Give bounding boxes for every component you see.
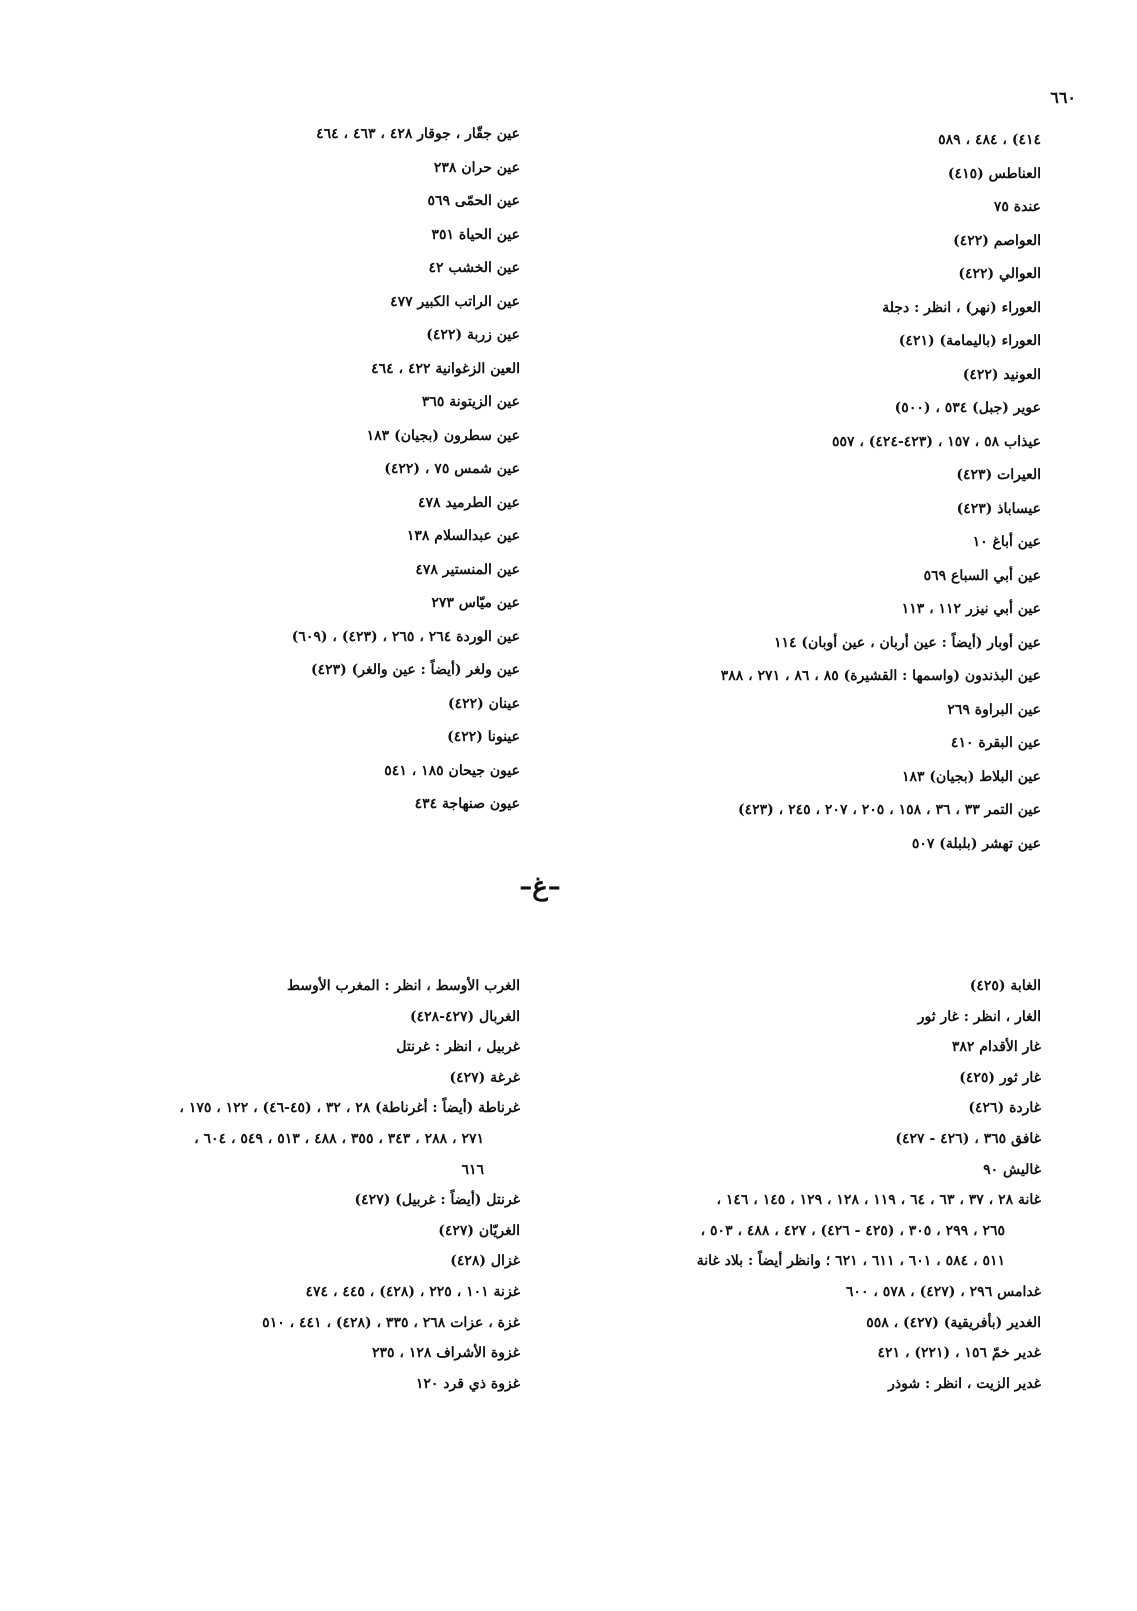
- index-entry: ٢٦٥ ، ٢٩٩ ، ٣٠٥ ، (٤٢٥ - ٤٢٦) ، ٤٢٧ ، ٤٨٨ ، ٥٠٣ ،: [700, 1222, 1005, 1239]
- index-entry: غزة ، عزات ٢٦٨ ، ٣٣٥ ، (٤٢٨) ، ٤٤١ ، ٥١٠: [262, 1314, 520, 1331]
- index-entry: عين ولغر (أيضاً : عين والغر) (٤٢٣): [310, 662, 520, 678]
- index-entry: عين المنستير ٤٧٨: [415, 561, 520, 578]
- index-entry: غاردة (٤٢٦): [968, 1100, 1041, 1117]
- index-entry: عين ميّاس ٢٧٣: [431, 595, 520, 611]
- index-entry: عين الحياة ٣٥١: [431, 226, 520, 243]
- index-entry: عندة ٧٥: [993, 199, 1041, 215]
- index-entry: العيرات (٤٢٣): [956, 467, 1041, 483]
- index-entry: غاليش ٩٠: [983, 1161, 1041, 1178]
- index-entry: عيساباذ (٤٢٣): [956, 500, 1041, 517]
- index-entry: غربيل ، انظر : غرنتل: [396, 1039, 520, 1056]
- index-entry: غرناطة (أيضاً : أغرناطة) ٢٨ ، ٣٢ ، (٤٥-٤٦) ، ١٢٢ ، ١٧٥ ،: [179, 1100, 520, 1117]
- index-entry: عين الحمّى ٥٦٩: [427, 193, 520, 209]
- index-entry: عينونا (٤٢٢): [447, 729, 520, 745]
- index-entry: الغرب الأوسط ، انظر : المغرب الأوسط: [287, 978, 520, 994]
- index-entry: غار ثور (٤٢٥): [959, 1069, 1041, 1086]
- index-entry: عين الزيتونة ٣٦٥: [421, 394, 520, 410]
- index-entry: العوراء (نهر) ، انظر : دجلة: [882, 299, 1041, 316]
- index-entry: غزوة ذي قرد ١٢٠: [415, 1375, 520, 1392]
- section-header: –غ–: [519, 872, 561, 902]
- index-entry: عين الخشب ٤٢: [428, 260, 520, 276]
- index-entry: عين الطرميد ٤٧٨: [418, 494, 520, 511]
- index-entry: ٤١٤) ، ٤٨٤ ، ٥٨٩: [938, 132, 1041, 148]
- index-column-bottom-right: [561, 971, 1041, 1399]
- index-entry: غافق ٣٦٥ ، (٤٢٦ - ٤٢٧): [895, 1130, 1041, 1147]
- index-entry: عين جقّار ، جوقار ٤٢٨ ، ٤٦٣ ، ٤٦٤: [316, 126, 520, 142]
- index-entry: ٥١١ ، ٥٨٤ ، ٦٠١ ، ٦١١ ، ٦٢١ ؛ وانظر أيضاً : بلاد غانة: [696, 1253, 1005, 1270]
- index-entry: عين زربة (٤٢٢): [426, 327, 520, 343]
- index-entry: غرغة (٤٢٧): [449, 1069, 520, 1086]
- index-entry: عين أبي السباع ٥٦٩: [923, 567, 1041, 584]
- index-entry: الغريّان (٤٢٧): [438, 1222, 520, 1239]
- index-entry: عين البقرة ٤١٠: [950, 735, 1041, 751]
- index-entry: غدامس ٢٩٦ ، (٤٢٧) ، ٥٧٨ ، ٦٠٠: [845, 1283, 1041, 1300]
- index-entry: عيون صنهاجة ٤٣٤: [414, 796, 520, 812]
- index-entry: عين سطرون (بجيان) ١٨٣: [366, 427, 520, 444]
- index-entry: عين أباغ ١٠: [972, 534, 1041, 550]
- index-entry: عيون جيحان ١٨٥ ، ٥٤١: [384, 762, 520, 779]
- index-entry: عين أبي نيزر ١١٢ ، ١١٣: [901, 601, 1041, 617]
- index-entry: عوير (جبل) ٥٣٤ ، (٥٠٠): [894, 400, 1041, 416]
- index-entry: الغابة (٤٢٥): [969, 978, 1041, 994]
- index-entry: العونيد (٤٢٢): [962, 366, 1041, 383]
- index-entry: عين الوردة ٢٦٤ ، ٢٦٥ ، (٤٢٣) ، (٦٠٩): [291, 628, 520, 645]
- index-entry: الغدير (بأفريقية) (٤٢٧) ، ٥٥٨: [866, 1314, 1041, 1331]
- index-column-bottom-left: [10, 971, 520, 1399]
- index-entry: العواصم (٤٢٢): [953, 232, 1041, 249]
- index-entry: عين البلاط (بجيان) ١٨٣: [901, 768, 1041, 785]
- index-entry: غزنة ١٠١ ، ٢٢٥ ، (٤٢٨) ، ٤٤٥ ، ٤٧٤: [305, 1283, 520, 1300]
- index-entry: العوالي (٤٢٢): [958, 266, 1041, 282]
- index-entry: عين الراتب الكبير ٤٧٧: [390, 293, 520, 310]
- index-entry: عيذاب ٥٨ ، ١٥٧ ، (٤٢٣-٤٢٤) ، ٥٥٧: [831, 433, 1041, 450]
- index-entry: عين البذندون (واسمها : القشيرة) ٨٥ ، ٨٦ ، ٢٧١ ، ٣٨٨: [720, 668, 1041, 684]
- index-entry: غدير خمّ ١٥٦ ، (٢٢١) ، ٤٢١: [877, 1345, 1041, 1362]
- index-column-top-right: [601, 124, 1041, 861]
- index-entry: عين أوبار (أيضاً : عين أربان ، عين أوبان) ١١٤: [773, 634, 1041, 651]
- index-entry: غرنتل (أيضاً : غربيل) (٤٢٧): [354, 1192, 520, 1209]
- index-entry: العين الزغوانية ٤٢٢ ، ٤٦٤: [371, 360, 520, 377]
- index-entry: ٢٧١ ، ٢٨٨ ، ٣٤٣ ، ٣٥٥ ، ٤٨٨ ، ٥١٣ ، ٥٤٩ ، ٦٠٤ ،: [194, 1130, 484, 1147]
- index-entry: عين شمس ٧٥ ، (٤٢٢): [384, 461, 520, 477]
- page-number: ٦٦٠: [1050, 88, 1076, 107]
- index-entry: عين عبدالسلام ١٣٨: [406, 528, 520, 544]
- index-entry: غانة ٢٨ ، ٣٧ ، ٦٣ ، ٦٤ ، ١١٩ ، ١٢٨ ، ١٢٩ ، ١٤٥ ، ١٤٦ ،: [716, 1192, 1041, 1209]
- index-entry: عين حران ٢٣٨: [433, 159, 520, 176]
- index-entry: الغربال (٤٢٧-٤٢٨): [409, 1008, 520, 1025]
- index-entry: العناطس (٤١٥): [947, 165, 1041, 182]
- index-entry: عين البراوة ٢٦٩: [947, 701, 1041, 718]
- index-column-top-left: [20, 118, 520, 822]
- index-entry: غار الأقدام ٣٨٢: [951, 1039, 1041, 1056]
- index-entry: غزوة الأشراف ١٢٨ ، ٢٣٥: [371, 1345, 520, 1362]
- index-entry: عين التمر ٣٣ ، ٣٦ ، ١٥٨ ، ٢٠٥ ، ٢٠٧ ، ٢٤٥ ، (٤٢٣): [737, 802, 1041, 818]
- index-entry: غدير الزيت ، انظر : شوذر: [888, 1375, 1041, 1392]
- index-entry: العوراء (باليمامة) (٤٢١): [898, 333, 1041, 349]
- index-entry: عين تهشر (بلبلة) ٥٠٧: [911, 835, 1041, 852]
- index-entry: عينان (٤٢٢): [447, 695, 520, 712]
- index-entry: ٦١٦: [461, 1161, 484, 1178]
- index-entry: غزال (٤٢٨): [450, 1253, 520, 1270]
- index-entry: الغار ، انظر : غار ثور: [917, 1008, 1041, 1025]
